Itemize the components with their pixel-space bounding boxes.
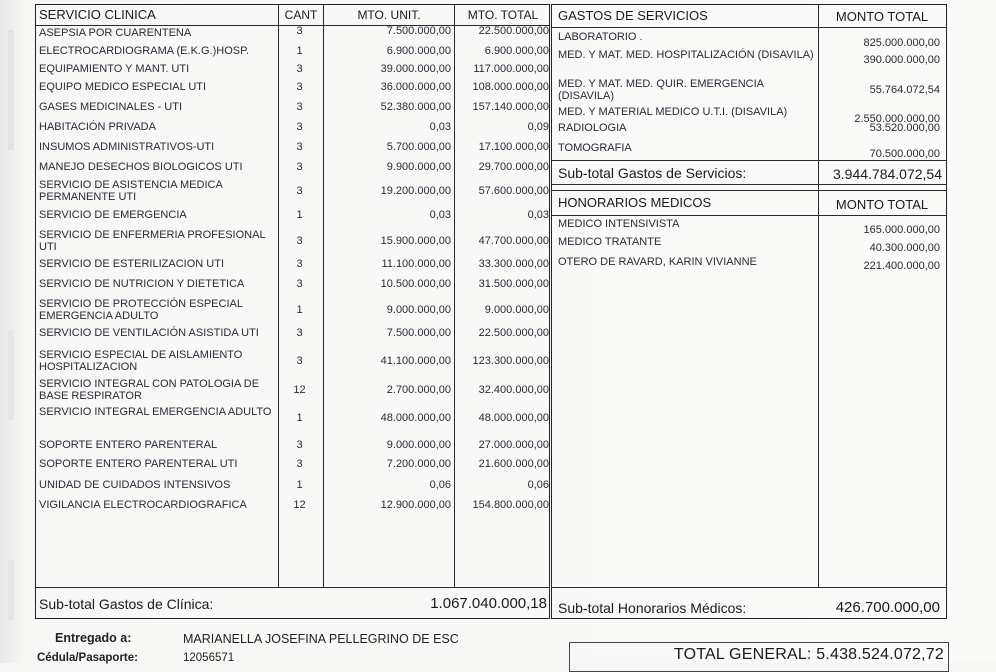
- service-amount: 825.000.000,00: [863, 37, 940, 49]
- item-name: SOPORTE ENTERO PARENTERAL: [39, 439, 218, 451]
- item-unit-amount: 11.100.000,00: [381, 258, 451, 270]
- item-total-amount: 22.500.000,00: [478, 327, 549, 339]
- item-name: SERVICIO ESPECIAL DE AISLAMIENTO HOSPITALIZACION: [39, 349, 243, 373]
- item-name: VIGILANCIA ELECTROCARDIOGRAFICA: [39, 499, 247, 511]
- service-name: MED. Y MAT. MED. QUIR. EMERGENCIA (DISAVILA): [558, 78, 764, 102]
- item-qty: 3: [296, 439, 303, 451]
- item-qty: 3: [296, 355, 303, 367]
- item-name: SERVICIO INTEGRAL CON PATOLOGIA DE BASE RESPIRATOR: [39, 378, 260, 402]
- item-name: SERVICIO DE ASISTENCIA MEDICA PERMANENTE UTI: [39, 179, 223, 203]
- item-total-amount: 154.800.000,00: [472, 499, 549, 511]
- services-subtotal-label: Sub-total Gastos de Servicios:: [558, 165, 747, 181]
- item-qty: 1: [296, 304, 303, 316]
- delivered-to-value: MARIANELLA JOSEFINA PELLEGRINO DE ESC: [183, 632, 459, 646]
- item-name: SERVICIO DE ENFERMERIA PROFESIONAL UTI: [39, 229, 266, 253]
- header-cant: CANT: [284, 8, 318, 22]
- item-qty: 1: [296, 45, 303, 57]
- service-amount: 70.500.000,00: [869, 148, 940, 160]
- item-qty: 3: [296, 101, 303, 113]
- item-qty: 1: [296, 479, 303, 491]
- service-amount: 53.520.000,00: [869, 122, 940, 134]
- item-qty: 3: [296, 121, 303, 133]
- item-unit-amount: 12.900.000,00: [380, 499, 451, 511]
- item-total-amount: 0,06: [527, 479, 549, 491]
- grand-total-box: [569, 642, 949, 672]
- header-divider: [552, 27, 946, 28]
- item-name: INSUMOS ADMINISTRATIVOS-UTI: [39, 141, 215, 153]
- item-unit-amount: 0,06: [429, 479, 451, 491]
- fee-amount: 40.300.000,00: [869, 242, 940, 254]
- item-unit-amount: 9.000.000,00: [386, 304, 451, 316]
- item-qty: 3: [296, 278, 303, 290]
- grand-total-value: 5.438.524.072,72: [816, 646, 944, 663]
- item-name: SERVICIO INTEGRAL EMERGENCIA ADULTO: [39, 406, 272, 418]
- header-honorarios-medicos: HONORARIOS MEDICOS: [558, 195, 712, 210]
- item-qty: 3: [296, 258, 303, 270]
- item-qty: 3: [296, 185, 303, 197]
- scan-margin-mark: [8, 30, 14, 150]
- item-qty: 3: [296, 63, 303, 75]
- id-label: Cédula/Pasaporte:: [37, 652, 138, 664]
- item-total-amount: 22.500.000,00: [478, 25, 549, 37]
- service-amount: 2.550.000.000,00: [854, 113, 940, 125]
- service-name: MED. Y MAT. MED. HOSPITALIZACIÓN (DISAVILA): [558, 49, 814, 61]
- fee-amount: 165.000.000,00: [863, 224, 940, 236]
- item-total-amount: 17.100.000,00: [478, 141, 549, 153]
- item-qty: 12: [293, 384, 306, 396]
- item-qty: 3: [296, 81, 303, 93]
- scan-margin-mark: [8, 330, 14, 420]
- item-name: UNIDAD DE CUIDADOS INTENSIVOS: [39, 479, 231, 491]
- item-unit-amount: 6.900.000,00: [386, 45, 451, 57]
- service-amount: 55.764.072,54: [869, 84, 940, 96]
- item-name: SOPORTE ENTERO PARENTERAL UTI: [39, 458, 238, 470]
- item-qty: 1: [296, 412, 303, 424]
- service-amount: 390.000.000,00: [863, 54, 940, 66]
- header-total-amount: MTO. TOTAL: [467, 8, 539, 22]
- item-total-amount: 0,09: [527, 121, 549, 133]
- item-unit-amount: 9.900.000,00: [386, 161, 451, 173]
- item-unit-amount: 2.700.000,00: [386, 384, 451, 396]
- item-unit-amount: 7.500.000,00: [386, 327, 451, 339]
- item-total-amount: 33.300.000,00: [478, 258, 549, 270]
- fee-name: MEDICO TRATANTE: [558, 236, 662, 248]
- item-unit-amount: 0,03: [429, 209, 451, 221]
- item-name: SERVICIO DE NUTRICION Y DIETETICA: [39, 278, 245, 290]
- section-divider: [552, 190, 946, 191]
- services-and-fees-table: [551, 4, 947, 619]
- item-qty: 3: [296, 25, 303, 37]
- header-monto-total: MONTO TOTAL: [835, 9, 929, 24]
- item-unit-amount: 5.700.000,00: [386, 141, 451, 153]
- item-total-amount: 0,03: [527, 209, 549, 221]
- fee-name: OTERO DE RAVARD, KARIN VIVIANNE: [558, 256, 757, 268]
- subtotal-divider: [552, 587, 946, 588]
- item-qty: 3: [296, 141, 303, 153]
- item-name: GASES MEDICINALES - UTI: [39, 101, 183, 113]
- item-unit-amount: 39.000.000,00: [380, 63, 451, 75]
- item-name: SERVICIO DE EMERGENCIA: [39, 209, 187, 221]
- item-unit-amount: 19.200.000,00: [380, 185, 451, 197]
- item-name: ASEPSIA POR CUARENTENA: [39, 27, 192, 39]
- header-gastos-servicios: GASTOS DE SERVICIOS: [558, 8, 708, 23]
- item-unit-amount: 41.100.000,00: [380, 355, 451, 367]
- scan-margin-mark: [8, 560, 14, 620]
- item-total-amount: 123.300.000,00: [472, 355, 549, 367]
- item-unit-amount: 9.000.000,00: [386, 439, 451, 451]
- item-total-amount: 157.140.000,00: [472, 101, 549, 113]
- item-name: SERVICIO DE ESTERILIZACION UTI: [39, 258, 224, 270]
- grand-total: [674, 646, 944, 664]
- item-name: SERVICIO DE VENTILACIÓN ASISTIDA UTI: [39, 327, 259, 339]
- header-fees-monto-total: MONTO TOTAL: [835, 197, 929, 212]
- item-total-amount: 6.900.000,00: [484, 45, 549, 57]
- item-total-amount: 32.400.000,00: [478, 384, 549, 396]
- item-unit-amount: 7.500.000,00: [386, 25, 451, 37]
- item-unit-amount: 52.380.000,00: [380, 101, 451, 113]
- item-name: EQUIPAMIENTO Y MANT. UTI: [39, 63, 190, 75]
- subtotal-divider: [36, 587, 549, 588]
- fee-name: MEDICO INTENSIVISTA: [558, 218, 680, 230]
- delivered-to-label: Entregado a:: [55, 631, 132, 645]
- item-unit-amount: 10.500.000,00: [380, 278, 451, 290]
- service-name: LABORATORIO .: [558, 31, 643, 43]
- service-name: MED. Y MATERIAL MEDICO U.T.I. (DISAVILA): [558, 106, 788, 118]
- item-name: HABITACIÓN PRIVADA: [39, 121, 156, 133]
- item-qty: 3: [296, 327, 303, 339]
- section-divider: [552, 184, 946, 185]
- item-qty: 1: [296, 209, 303, 221]
- header-service-clinica: SERVICIO CLINICA: [39, 7, 156, 22]
- id-value: 12056571: [183, 652, 235, 664]
- item-unit-amount: 7.200.000,00: [386, 458, 451, 470]
- clinic-subtotal-value: 1.067.040.000,18: [430, 595, 547, 612]
- item-total-amount: 9.000.000,00: [484, 304, 549, 316]
- fee-amount: 221.400.000,00: [863, 260, 940, 272]
- services-subtotal-value: 3.944.784.072,54: [833, 166, 942, 182]
- item-total-amount: 31.500.000,00: [478, 278, 549, 290]
- item-name: SERVICIO DE PROTECCIÓN ESPECIAL EMERGENCIA ADULTO: [39, 298, 243, 322]
- fees-subtotal-label: Sub-total Honorarios Médicos:: [558, 600, 747, 616]
- item-unit-amount: 48.000.000,00: [380, 412, 451, 424]
- clinic-services-table: [35, 4, 550, 619]
- item-total-amount: 108.000.000,00: [472, 81, 549, 93]
- item-total-amount: 48.000.000,00: [478, 412, 549, 424]
- service-name: RADIOLOGIA: [558, 122, 627, 134]
- item-unit-amount: 0,03: [429, 121, 451, 133]
- item-qty: 3: [296, 161, 303, 173]
- item-qty: 3: [296, 235, 303, 247]
- clinic-subtotal-label: Sub-total Gastos de Clínica:: [39, 596, 214, 612]
- item-qty: 3: [296, 458, 303, 470]
- item-total-amount: 47.700.000,00: [478, 235, 549, 247]
- column-divider: [323, 5, 324, 588]
- item-name: MANEJO DESECHOS BIOLOGICOS UTI: [39, 161, 243, 173]
- item-unit-amount: 36.000.000,00: [380, 81, 451, 93]
- item-qty: 12: [293, 499, 306, 511]
- header-divider: [552, 215, 946, 216]
- grand-total-label: TOTAL GENERAL:: [673, 646, 812, 663]
- service-name: TOMOGRAFIA: [558, 142, 632, 154]
- item-name: ELECTROCARDIOGRAMA (E.K.G.)HOSP.: [39, 45, 250, 57]
- item-total-amount: 21.600.000,00: [478, 458, 549, 470]
- column-divider: [818, 5, 819, 588]
- item-total-amount: 117.000.000,00: [473, 63, 549, 75]
- item-name: EQUIPO MEDICO ESPECIAL UTI: [39, 81, 207, 93]
- item-total-amount: 29.700.000,00: [478, 161, 549, 173]
- header-unit-amount: MTO. UNIT.: [357, 8, 421, 22]
- column-divider: [454, 5, 455, 588]
- item-total-amount: 57.600.000,00: [478, 185, 549, 197]
- item-unit-amount: 15.900.000,00: [380, 235, 451, 247]
- item-total-amount: 27.000.000,00: [478, 439, 549, 451]
- fees-subtotal-value: 426.700.000,00: [835, 599, 940, 616]
